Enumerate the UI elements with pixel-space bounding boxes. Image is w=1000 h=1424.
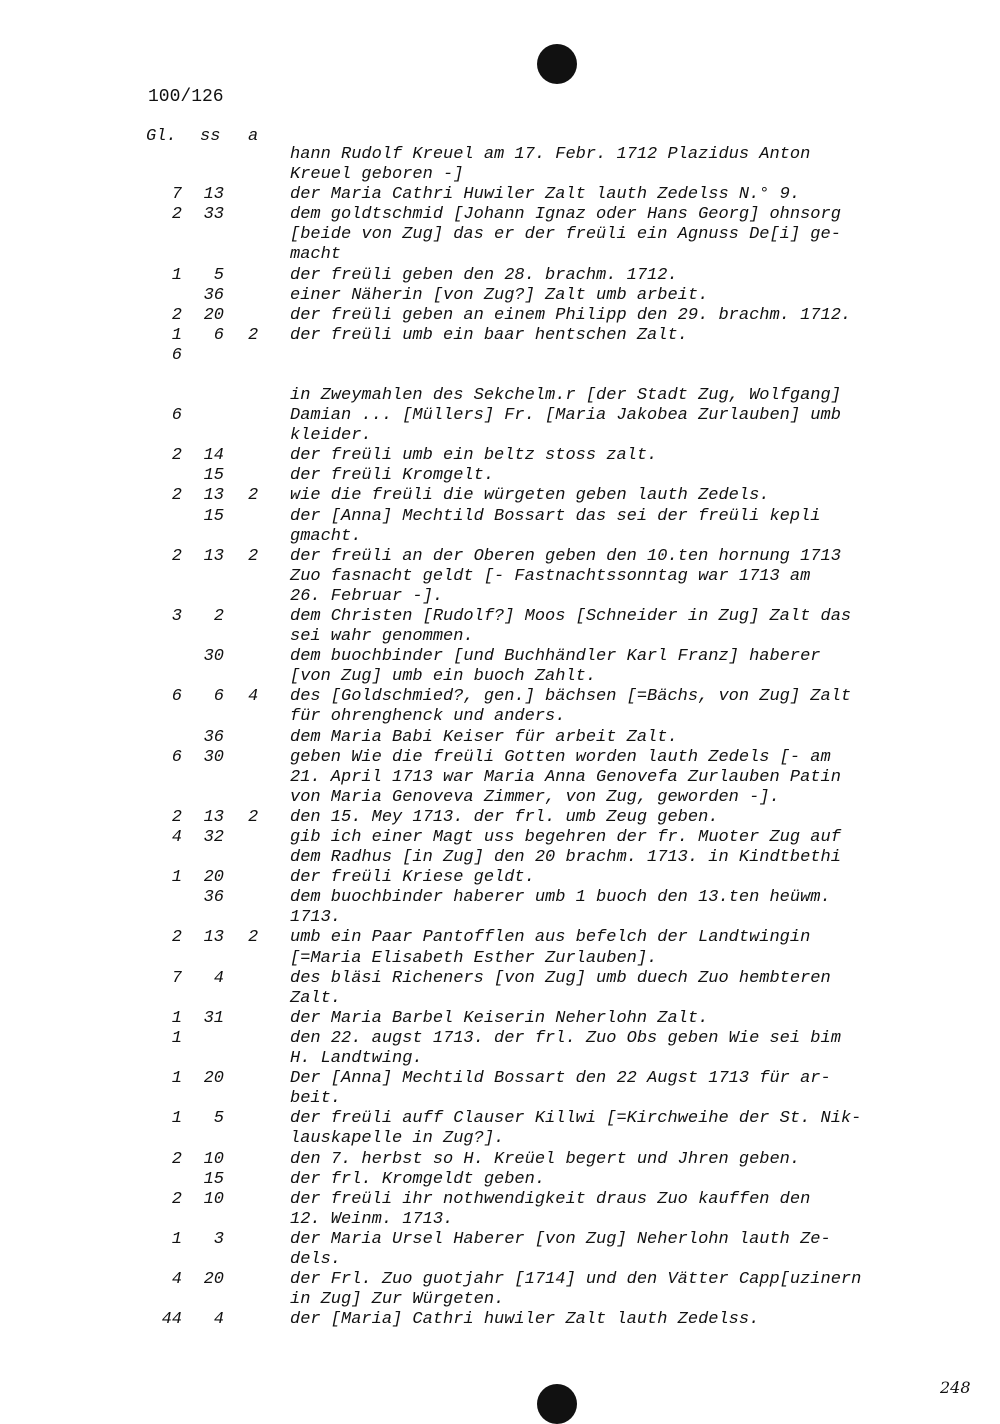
amount-ss: 13 [203,546,224,566]
amount-ss: 15 [203,506,224,526]
ledger-row [0,185,1000,205]
amount-gl: 1 [171,1008,182,1028]
amount-gl: 6 [171,406,182,426]
ledger-row [0,1069,1000,1109]
entry-text: einer Näherin [von Zug?] Zalt umb arbeit. [290,285,709,305]
entry-text: umb ein Paar Pantofflen aus befelch der Landtwingin [=Maria Elisabeth Esther Zurlauben]. [290,928,811,968]
amount-gl: 1 [171,1069,182,1089]
amount-gl: 2 [171,546,182,566]
amount-gl: 2 [171,1149,182,1169]
amount-gl: 7 [171,185,182,205]
amount-gl: 6 [171,747,182,767]
amount-gl: 44 [161,1310,182,1330]
ledger-row [0,1109,1000,1149]
entry-text: wie die freüli die würgeten geben lauth Zedels. [290,486,770,506]
amount-ss: 13 [203,807,224,827]
amount-ss: 6 [213,687,224,707]
ledger-row [0,728,1000,748]
ledger-row [0,607,1000,647]
column-header-gl: Gl. [146,127,177,146]
amount-gl: 2 [171,486,182,506]
amount-ss: 4 [213,1310,224,1330]
ledger-row [0,687,1000,727]
amount-gl: 1 [171,265,182,285]
amount-ss: 13 [203,928,224,948]
ledger-row [0,406,1000,446]
amount-gl: 1 [171,1229,182,1249]
entry-text: Der [Anna] Mechtild Bossart den 22 Augst 1713 für ar- beit. [290,1069,831,1109]
entry-text: des bläsi Richeners [von Zug] umb duech Zuo hembteren Zalt. [290,968,831,1008]
amount-gl: 6 [171,687,182,707]
entry-text: der freüli umb ein beltz stoss zalt. [290,446,658,466]
amount-gl: 4 [171,828,182,847]
amount-gl: 6 [171,345,182,365]
amount-ss: 10 [203,1149,224,1169]
ledger-row [0,748,1000,808]
ledger-row [0,1029,1000,1069]
amount-ss: 5 [213,1109,224,1129]
amount-ss: 32 [203,828,224,847]
amount-ss: 3 [213,1229,224,1249]
ledger-row [0,1270,1000,1310]
entry-text: Damian ... [Müllers] Fr. [Maria Jakobea Zurlauben] umb kleider. [290,406,841,446]
amount-gl: 1 [171,868,182,888]
ledger-row [0,486,1000,506]
amount-a: 2 [248,325,259,345]
amount-gl: 2 [171,205,182,225]
entry-text: dem buochbinder haberer umb 1 buoch den 13.ten heüwm. 1713. [290,888,831,928]
amount-gl: 2 [171,446,182,466]
entry-text: hann Rudolf Kreuel am 17. Febr. 1712 Plazidus Anton Kreuel geboren -] [290,145,811,185]
entry-text: der Frl. Zuo guotjahr [1714] und den Vätter Capp[uzinern in Zug] Zur Würgeten. [290,1270,862,1310]
entry-text: der freüli Kriese geldt. [290,868,535,888]
ledger-row [0,266,1000,286]
entry-text: des [Goldschmied?, gen.] bächsen [=Bächs, von Zug] Zalt für ohrenghenck und anders. [290,687,852,727]
entry-text: der Maria Cathri Huwiler Zalt lauth Zedelss N.° 9. [290,185,801,205]
entry-text: der freüli geben an einem Philipp den 29. brachm. 1712. [290,305,852,325]
ledger-row [0,346,1000,366]
amount-a: 4 [248,687,259,707]
amount-ss: 30 [203,747,224,767]
entry-text: in Zweymahlen des Sekchelm.r [der Stadt Zug, Wolfgang] [290,385,841,405]
amount-gl: 3 [171,606,182,626]
entry-text: dem buochbinder [und Buchhändler Karl Franz] haberer [von Zug] umb ein buoch Zahlt. [290,647,821,687]
ledger-row [0,1150,1000,1170]
ledger-row [0,205,1000,265]
ledger-row [0,1230,1000,1270]
amount-ss: 14 [203,446,224,466]
amount-gl: 1 [171,325,182,345]
ledger-row [0,507,1000,547]
amount-gl: 1 [171,1028,182,1048]
amount-ss: 13 [203,486,224,506]
amount-a: 2 [248,546,259,566]
entry-text: der freüli ihr nothwendigkeit draus Zuo kauffen den 12. Weinm. 1713. [290,1189,811,1229]
ledger-row [0,145,1000,185]
ledger-row [0,828,1000,868]
ledger-row [0,1310,1000,1330]
ledger-entries [0,145,1000,1330]
ledger-row [0,1190,1000,1230]
ledger-row [0,928,1000,968]
ledger-row [0,547,1000,607]
amount-a: 2 [248,807,259,827]
amount-ss: 31 [203,1008,224,1028]
ledger-row [0,868,1000,888]
amount-a: 2 [248,486,259,506]
entry-text: der freüli auff Clauser Killwi [=Kirchweihe der St. Nik- lauskapelle in Zug?]. [290,1109,862,1149]
amount-ss: 36 [203,888,224,908]
column-header-ss: ss [200,127,221,146]
entry-text: der [Maria] Cathri huwiler Zalt lauth Zedelss. [290,1310,760,1330]
entry-text [290,346,890,366]
entry-text: gib ich einer Magt uss begehren der fr. Muoter Zug auf dem Radhus [in Zug] den 20 brachm. 1713. in Kindtbethi [290,828,841,868]
ledger-row [0,1009,1000,1029]
amount-gl: 1 [171,1109,182,1129]
amount-ss: 33 [203,205,224,225]
ledger-row [0,286,1000,306]
amount-ss: 4 [213,968,224,988]
amount-ss: 20 [203,305,224,325]
amount-ss: 10 [203,1189,224,1209]
amount-ss: 15 [203,1169,224,1189]
amount-ss: 13 [203,185,224,205]
punch-hole-bottom [537,1384,577,1424]
amount-ss: 20 [203,1270,224,1290]
page-number: 248 [940,1378,971,1397]
ledger-row [0,306,1000,326]
amount-ss: 2 [213,606,224,626]
entry-text: den 15. Mey 1713. der frl. umb Zeug geben. [290,807,719,827]
amount-gl: 2 [171,807,182,827]
entry-text: der freüli umb ein baar hentschen Zalt. [290,325,688,345]
document-reference: 100/126 [148,87,224,107]
amount-gl: 7 [171,968,182,988]
amount-ss: 36 [203,285,224,305]
entry-text: der freüli an der Oberen geben den 10.ten hornung 1713 Zuo fasnacht geldt [- Fastnachtssonntag war 1713 am 26. Februar -]. [290,546,841,606]
entry-text: geben Wie die freüli Gotten worden lauth Zedels [- am 21. April 1713 war Maria Anna Genovefa Zurlauben Patin von Maria Genoveva Zimmer, von Zug, geworden -]. [290,747,841,807]
amount-ss: 36 [203,727,224,747]
entry-text: dem Christen [Rudolf?] Moos [Schneider in Zug] Zalt das sei wahr genommen. [290,606,852,647]
amount-gl: 2 [171,305,182,325]
ledger-row [0,969,1000,1009]
entry-text: den 22. augst 1713. der frl. Zuo Obs geben Wie sei bim H. Landtwing. [290,1028,841,1069]
amount-a: 2 [248,928,259,948]
ledger-row [0,888,1000,928]
ledger-row [0,466,1000,486]
amount-ss: 20 [203,1069,224,1089]
ledger-row [0,647,1000,687]
entry-text: der [Anna] Mechtild Bossart das sei der freüli kepli gmacht. [290,506,821,546]
punch-hole-top [537,44,577,84]
amount-ss: 30 [203,647,224,667]
ledger-row [0,386,1000,406]
ledger-row [0,326,1000,346]
entry-text: dem Maria Babi Keiser für arbeit Zalt. [290,727,678,747]
entry-text: dem goldtschmid [Johann Ignaz oder Hans Georg] ohnsorg [beide von Zug] das er der freüli ein Agnuss De[i] ge- macht [290,205,841,265]
amount-ss: 5 [213,265,224,285]
ledger-row [0,446,1000,466]
amount-ss: 15 [203,466,224,486]
amount-gl: 2 [171,1189,182,1209]
entry-text: der freüli Kromgelt. [290,466,495,486]
column-header-a: a [248,127,259,146]
amount-gl: 2 [171,928,182,948]
entry-text: den 7. herbst so H. Kreüel begert und Jhren geben. [290,1149,801,1169]
entry-text: der frl. Kromgeldt geben. [290,1169,546,1189]
entry-text: der Maria Ursel Haberer [von Zug] Neherlohn lauth Ze- dels. [290,1229,831,1269]
ledger-row [0,1170,1000,1190]
amount-gl: 4 [171,1270,182,1290]
amount-ss: 20 [203,868,224,888]
amount-ss: 6 [213,325,224,345]
entry-text: der freüli geben den 28. brachm. 1712. [290,265,678,285]
ledger-row [0,808,1000,828]
entry-text: der Maria Barbel Keiserin Neherlohn Zalt. [290,1008,709,1028]
